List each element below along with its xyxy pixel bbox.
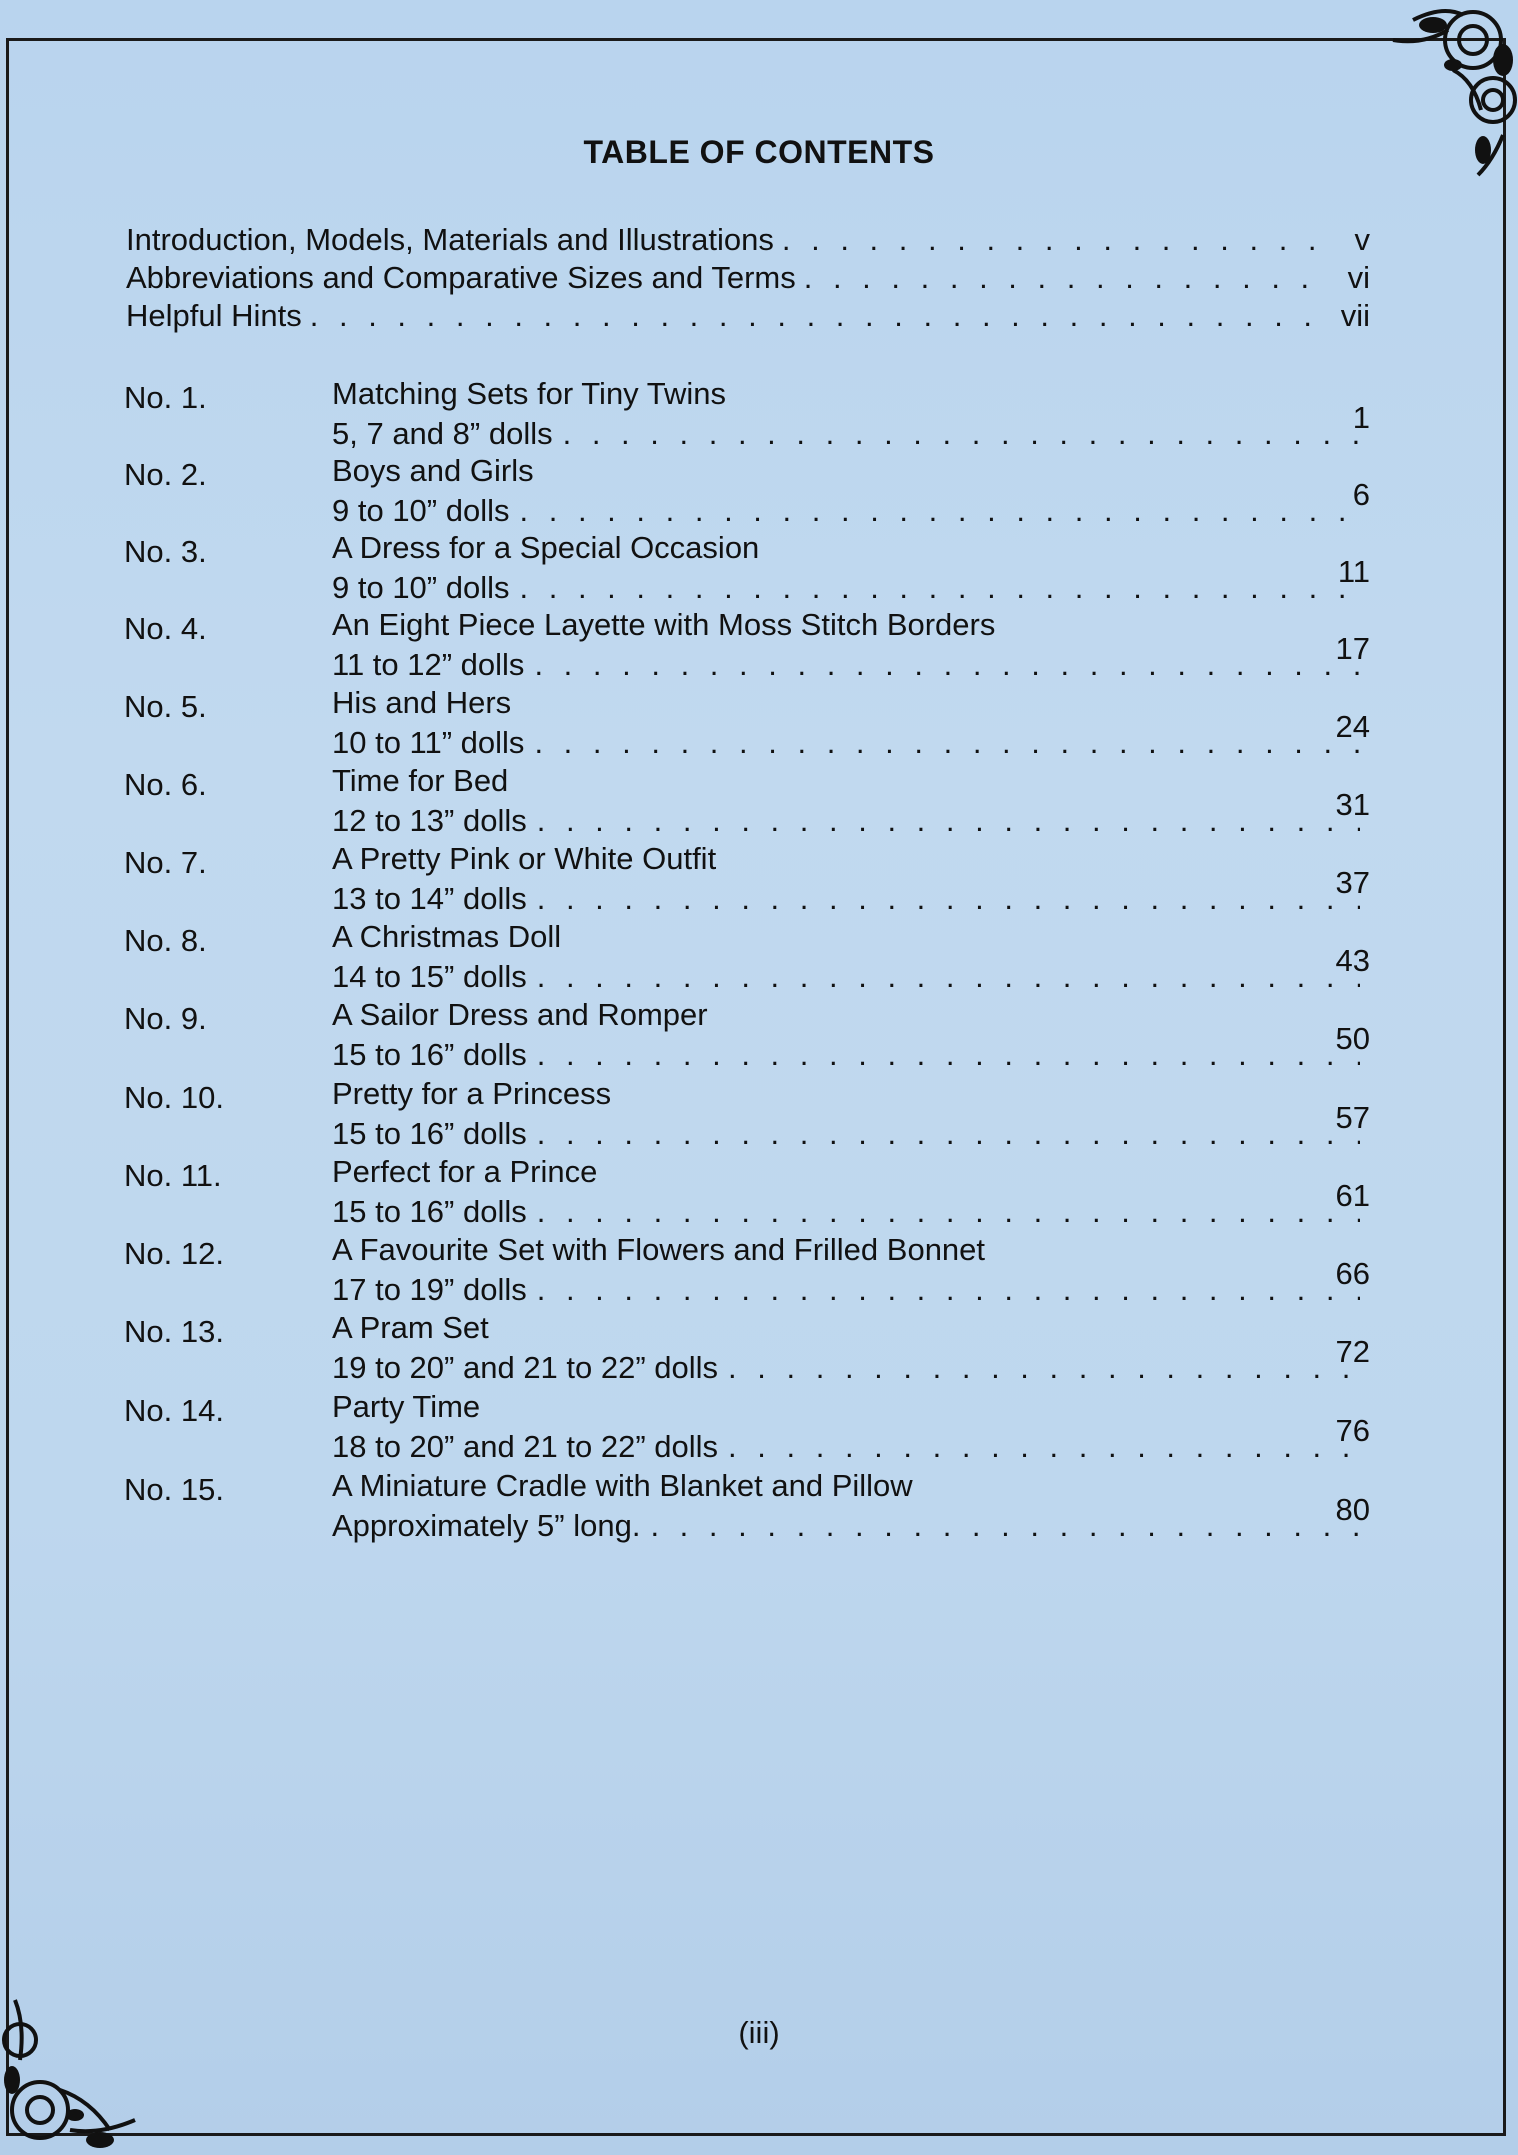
- entry-page: 37: [1335, 865, 1370, 900]
- entry-sizes-row: [332, 959, 1370, 995]
- toc-entry: [120, 841, 1370, 923]
- entry-sizes: 9 to 10” dolls: [332, 493, 510, 528]
- dot-leader: [728, 1429, 1360, 1465]
- toc-front-matter-item: [126, 260, 1370, 296]
- entry-sizes-row: [332, 647, 1370, 683]
- toc-item-label: Abbreviations and Comparative Sizes and Terms: [126, 260, 796, 295]
- entry-sizes-row: [332, 570, 1370, 606]
- entry-number: No. 9.: [124, 1001, 207, 1036]
- toc-item-page: vi: [1347, 260, 1370, 295]
- entry-sizes: 9 to 10” dolls: [332, 570, 510, 605]
- entry-sizes: 15 to 16” dolls: [332, 1037, 527, 1072]
- toc-entry: [120, 1232, 1370, 1314]
- entry-title: A Christmas Doll: [332, 919, 562, 954]
- dot-leader: [804, 260, 1320, 296]
- entry-sizes: 11 to 12” dolls: [332, 647, 525, 682]
- entry-page: 57: [1335, 1100, 1370, 1135]
- entry-page: 80: [1335, 1492, 1370, 1527]
- entry-sizes-row: [332, 416, 1370, 452]
- entry-sizes: 10 to 11” dolls: [332, 725, 525, 760]
- entry-sizes: Approximately 5” long.: [332, 1508, 641, 1543]
- entry-page: 31: [1335, 787, 1370, 822]
- entry-sizes: 5, 7 and 8” dolls: [332, 416, 553, 451]
- entry-title: Pretty for a Princess: [332, 1076, 612, 1111]
- entry-title: A Favourite Set with Flowers and Frilled Bonnet: [332, 1232, 986, 1267]
- dot-leader: [520, 570, 1361, 606]
- page-number: (iii): [738, 2015, 780, 2050]
- dot-leader: [520, 493, 1361, 529]
- entry-sizes-row: [332, 1429, 1370, 1465]
- entry-sizes: 14 to 15” dolls: [332, 959, 527, 994]
- entry-number: No. 3.: [124, 534, 207, 569]
- toc-entry: [120, 530, 1370, 612]
- entry-number: No. 6.: [124, 767, 207, 802]
- entry-title: Time for Bed: [332, 763, 509, 798]
- entry-number: No. 12.: [124, 1236, 224, 1271]
- entry-number: No. 14.: [124, 1393, 224, 1428]
- entry-page: 11: [1337, 554, 1370, 589]
- dot-leader: [537, 881, 1360, 917]
- toc-item-page: vii: [1340, 298, 1370, 333]
- dot-leader: [563, 416, 1360, 452]
- entry-number: No. 15.: [124, 1472, 224, 1507]
- toc-entry: [120, 1468, 1370, 1550]
- entry-title: An Eight Piece Layette with Moss Stitch Borders: [332, 607, 996, 642]
- entry-sizes: 19 to 20” and 21 to 22” dolls: [332, 1350, 719, 1385]
- entry-page: 6: [1352, 477, 1370, 512]
- dot-leader: [537, 959, 1360, 995]
- toc-entry: [120, 919, 1370, 1001]
- entry-sizes: 15 to 16” dolls: [332, 1194, 527, 1229]
- entry-page: 1: [1352, 400, 1370, 435]
- entry-title: A Pretty Pink or White Outfit: [332, 841, 717, 876]
- dot-leader: [537, 1116, 1360, 1152]
- entry-title: His and Hers: [332, 685, 512, 720]
- dot-leader: [537, 803, 1360, 839]
- entry-title: A Dress for a Special Occasion: [332, 530, 760, 565]
- toc-front-matter-item: [126, 298, 1370, 334]
- entry-number: No. 2.: [124, 457, 207, 492]
- toc-entry: [120, 997, 1370, 1079]
- entry-sizes: 17 to 19” dolls: [332, 1272, 527, 1307]
- dot-leader: [782, 222, 1320, 258]
- entry-page: 76: [1335, 1413, 1370, 1448]
- entry-title: Matching Sets for Tiny Twins: [332, 376, 726, 411]
- entry-page: 50: [1335, 1021, 1370, 1056]
- entry-page: 43: [1335, 943, 1370, 978]
- dot-leader: [537, 1037, 1360, 1073]
- dot-leader: [728, 1350, 1360, 1386]
- entry-page: 72: [1335, 1334, 1370, 1369]
- entry-number: No. 11.: [124, 1158, 222, 1193]
- entry-title: Party Time: [332, 1389, 481, 1424]
- entry-title: A Pram Set: [332, 1310, 489, 1345]
- entry-title: A Sailor Dress and Romper: [332, 997, 708, 1032]
- toc-entry: [120, 1310, 1370, 1392]
- toc-entry: [120, 1076, 1370, 1158]
- entry-sizes-row: [332, 725, 1370, 761]
- entry-sizes-row: [332, 1272, 1370, 1308]
- toc-entry: [120, 453, 1370, 535]
- toc-entry: [120, 1389, 1370, 1471]
- entry-sizes-row: [332, 881, 1370, 917]
- entry-number: No. 4.: [124, 611, 207, 646]
- entry-number: No. 13.: [124, 1314, 224, 1349]
- entry-title: Perfect for a Prince: [332, 1154, 598, 1189]
- entry-number: No. 5.: [124, 689, 207, 724]
- entry-page: 24: [1335, 709, 1370, 744]
- entry-sizes-row: [332, 1037, 1370, 1073]
- page-title: TABLE OF CONTENTS: [583, 134, 935, 170]
- entry-page: 61: [1335, 1178, 1370, 1213]
- dot-leader: [650, 1508, 1360, 1544]
- entry-page: 17: [1335, 631, 1370, 666]
- dot-leader: [537, 1194, 1360, 1230]
- dot-leader: [537, 1272, 1360, 1308]
- dot-leader: [534, 647, 1360, 683]
- entry-sizes-row: [332, 1350, 1370, 1386]
- entry-number: No. 10.: [124, 1080, 224, 1115]
- entry-title: Boys and Girls: [332, 453, 534, 488]
- entry-sizes: 18 to 20” and 21 to 22” dolls: [332, 1429, 719, 1464]
- dot-leader: [534, 725, 1360, 761]
- dot-leader: [310, 298, 1320, 334]
- entry-sizes-row: [332, 493, 1370, 529]
- toc-entry: [120, 763, 1370, 845]
- toc-item-page: v: [1354, 222, 1370, 257]
- entry-number: No. 8.: [124, 923, 207, 958]
- entry-sizes-row: [332, 1508, 1370, 1544]
- entry-sizes: 15 to 16” dolls: [332, 1116, 527, 1151]
- entry-sizes-row: [332, 1194, 1370, 1230]
- toc-entry: [120, 376, 1370, 458]
- entry-sizes: 12 to 13” dolls: [332, 803, 527, 838]
- toc-entry: [120, 607, 1370, 689]
- toc-item-label: Introduction, Models, Materials and Illustrations: [126, 222, 774, 257]
- entry-page: 66: [1335, 1256, 1370, 1291]
- toc-entry: [120, 685, 1370, 767]
- entry-sizes-row: [332, 803, 1370, 839]
- lace-flower-corner-icon: [0, 1980, 150, 2155]
- entry-number: No. 1.: [124, 380, 207, 415]
- toc-front-matter-item: [126, 222, 1370, 258]
- toc-item-label: Helpful Hints: [126, 298, 302, 333]
- entry-sizes-row: [332, 1116, 1370, 1152]
- entry-sizes: 13 to 14” dolls: [332, 881, 527, 916]
- entry-number: No. 7.: [124, 845, 207, 880]
- entry-title: A Miniature Cradle with Blanket and Pillow: [332, 1468, 913, 1503]
- toc-entry: [120, 1154, 1370, 1236]
